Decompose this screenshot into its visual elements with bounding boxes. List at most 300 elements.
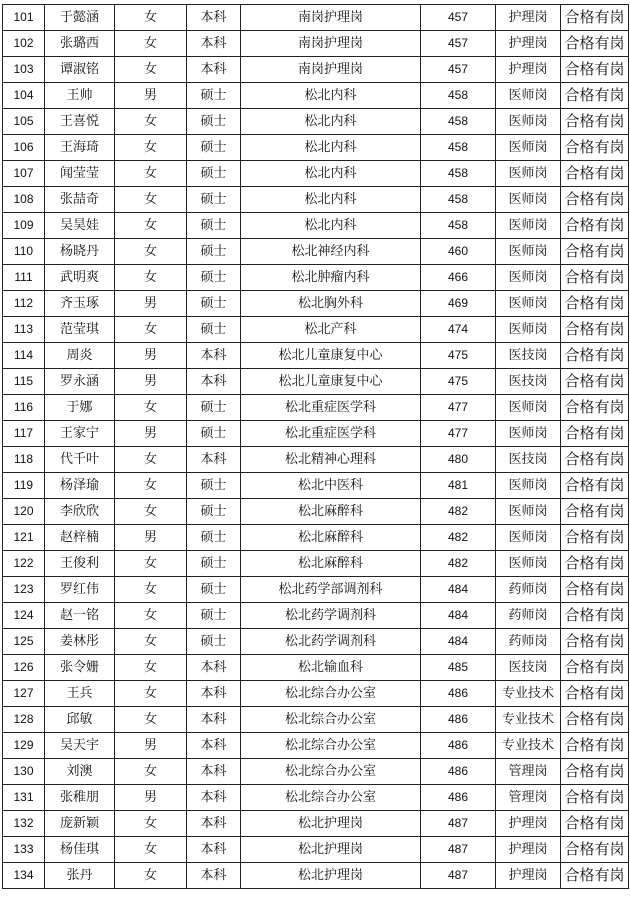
post-type-cell: 专业技术 [496, 733, 561, 759]
table-row [3, 785, 629, 811]
education-cell: 硕士 [187, 421, 241, 447]
serial-number-cell: 101 [3, 5, 45, 31]
name-cell: 赵一铭 [45, 603, 115, 629]
score-cell: 486 [421, 707, 496, 733]
gender-cell: 女 [115, 629, 187, 655]
department-cell: 松北麻醉科 [241, 551, 421, 577]
table-row [3, 187, 629, 213]
result-status-cell: 合格有岗 [561, 83, 629, 109]
table-row [3, 603, 629, 629]
gender-cell: 女 [115, 109, 187, 135]
table-row [3, 759, 629, 785]
serial-number-cell: 130 [3, 759, 45, 785]
gender-cell: 男 [115, 525, 187, 551]
department-cell: 松北内科 [241, 83, 421, 109]
table-row [3, 707, 629, 733]
gender-cell: 男 [115, 291, 187, 317]
education-cell: 硕士 [187, 109, 241, 135]
education-cell: 本科 [187, 655, 241, 681]
score-cell: 475 [421, 369, 496, 395]
department-cell: 松北综合办公室 [241, 733, 421, 759]
table-body [3, 5, 629, 889]
gender-cell: 男 [115, 83, 187, 109]
score-cell: 457 [421, 31, 496, 57]
gender-cell: 女 [115, 161, 187, 187]
education-cell: 本科 [187, 733, 241, 759]
department-cell: 松北重症医学科 [241, 395, 421, 421]
gender-cell: 女 [115, 681, 187, 707]
serial-number-cell: 113 [3, 317, 45, 343]
education-cell: 硕士 [187, 83, 241, 109]
department-cell: 松北儿童康复中心 [241, 369, 421, 395]
serial-number-cell: 133 [3, 837, 45, 863]
result-status-cell: 合格有岗 [561, 239, 629, 265]
gender-cell: 女 [115, 759, 187, 785]
serial-number-cell: 120 [3, 499, 45, 525]
department-cell: 南岗护理岗 [241, 57, 421, 83]
post-type-cell: 医师岗 [496, 499, 561, 525]
table-row [3, 811, 629, 837]
gender-cell: 女 [115, 499, 187, 525]
score-cell: 487 [421, 863, 496, 889]
result-status-cell: 合格有岗 [561, 759, 629, 785]
education-cell: 硕士 [187, 603, 241, 629]
education-cell: 本科 [187, 369, 241, 395]
education-cell: 硕士 [187, 213, 241, 239]
department-cell: 松北药学部调剂科 [241, 577, 421, 603]
name-cell: 杨晓丹 [45, 239, 115, 265]
post-type-cell: 医师岗 [496, 135, 561, 161]
score-cell: 458 [421, 135, 496, 161]
name-cell: 武明爽 [45, 265, 115, 291]
department-cell: 松北输血科 [241, 655, 421, 681]
education-cell: 硕士 [187, 525, 241, 551]
post-type-cell: 医师岗 [496, 395, 561, 421]
result-status-cell: 合格有岗 [561, 57, 629, 83]
serial-number-cell: 134 [3, 863, 45, 889]
post-type-cell: 护理岗 [496, 57, 561, 83]
serial-number-cell: 124 [3, 603, 45, 629]
education-cell: 硕士 [187, 135, 241, 161]
name-cell: 张喆奇 [45, 187, 115, 213]
result-status-cell: 合格有岗 [561, 447, 629, 473]
serial-number-cell: 129 [3, 733, 45, 759]
name-cell: 张令姗 [45, 655, 115, 681]
score-cell: 484 [421, 629, 496, 655]
score-cell: 486 [421, 759, 496, 785]
gender-cell: 女 [115, 473, 187, 499]
education-cell: 硕士 [187, 239, 241, 265]
table-row [3, 83, 629, 109]
post-type-cell: 管理岗 [496, 759, 561, 785]
department-cell: 松北药学调剂科 [241, 629, 421, 655]
post-type-cell: 医技岗 [496, 369, 561, 395]
post-type-cell: 医师岗 [496, 473, 561, 499]
score-cell: 486 [421, 681, 496, 707]
table-row [3, 473, 629, 499]
education-cell: 本科 [187, 343, 241, 369]
name-cell: 李欣欣 [45, 499, 115, 525]
score-cell: 458 [421, 161, 496, 187]
education-cell: 硕士 [187, 265, 241, 291]
post-type-cell: 管理岗 [496, 785, 561, 811]
result-status-cell: 合格有岗 [561, 811, 629, 837]
gender-cell: 男 [115, 421, 187, 447]
education-cell: 本科 [187, 57, 241, 83]
department-cell: 松北中医科 [241, 473, 421, 499]
department-cell: 南岗护理岗 [241, 5, 421, 31]
score-cell: 477 [421, 395, 496, 421]
result-status-cell: 合格有岗 [561, 577, 629, 603]
result-status-cell: 合格有岗 [561, 369, 629, 395]
department-cell: 松北内科 [241, 213, 421, 239]
post-type-cell: 护理岗 [496, 863, 561, 889]
department-cell: 松北神经内科 [241, 239, 421, 265]
serial-number-cell: 121 [3, 525, 45, 551]
name-cell: 张璐西 [45, 31, 115, 57]
gender-cell: 女 [115, 187, 187, 213]
department-cell: 松北综合办公室 [241, 681, 421, 707]
education-cell: 硕士 [187, 499, 241, 525]
serial-number-cell: 119 [3, 473, 45, 499]
gender-cell: 女 [115, 837, 187, 863]
post-type-cell: 护理岗 [496, 31, 561, 57]
serial-number-cell: 131 [3, 785, 45, 811]
serial-number-cell: 128 [3, 707, 45, 733]
gender-cell: 男 [115, 733, 187, 759]
result-status-cell: 合格有岗 [561, 707, 629, 733]
name-cell: 王帅 [45, 83, 115, 109]
score-cell: 457 [421, 57, 496, 83]
table-row [3, 57, 629, 83]
result-status-cell: 合格有岗 [561, 681, 629, 707]
result-status-cell: 合格有岗 [561, 499, 629, 525]
name-cell: 范莹琪 [45, 317, 115, 343]
education-cell: 硕士 [187, 551, 241, 577]
name-cell: 齐玉琢 [45, 291, 115, 317]
result-status-cell: 合格有岗 [561, 473, 629, 499]
serial-number-cell: 132 [3, 811, 45, 837]
education-cell: 硕士 [187, 187, 241, 213]
score-cell: 487 [421, 837, 496, 863]
name-cell: 杨佳琪 [45, 837, 115, 863]
result-status-cell: 合格有岗 [561, 31, 629, 57]
table-row [3, 499, 629, 525]
serial-number-cell: 110 [3, 239, 45, 265]
name-cell: 邱敏 [45, 707, 115, 733]
serial-number-cell: 117 [3, 421, 45, 447]
education-cell: 本科 [187, 785, 241, 811]
result-status-cell: 合格有岗 [561, 785, 629, 811]
table-row [3, 291, 629, 317]
table-row [3, 447, 629, 473]
table-row [3, 629, 629, 655]
table-row [3, 135, 629, 161]
name-cell: 谭淑铭 [45, 57, 115, 83]
gender-cell: 女 [115, 135, 187, 161]
name-cell: 张丹 [45, 863, 115, 889]
serial-number-cell: 109 [3, 213, 45, 239]
serial-number-cell: 106 [3, 135, 45, 161]
result-status-cell: 合格有岗 [561, 551, 629, 577]
result-status-cell: 合格有岗 [561, 317, 629, 343]
education-cell: 硕士 [187, 291, 241, 317]
name-cell: 王俊利 [45, 551, 115, 577]
gender-cell: 女 [115, 265, 187, 291]
department-cell: 松北麻醉科 [241, 499, 421, 525]
post-type-cell: 医技岗 [496, 655, 561, 681]
serial-number-cell: 108 [3, 187, 45, 213]
education-cell: 硕士 [187, 629, 241, 655]
table-row [3, 369, 629, 395]
department-cell: 松北儿童康复中心 [241, 343, 421, 369]
post-type-cell: 护理岗 [496, 811, 561, 837]
score-cell: 486 [421, 733, 496, 759]
name-cell: 赵梓楠 [45, 525, 115, 551]
table-row [3, 551, 629, 577]
score-cell: 458 [421, 213, 496, 239]
gender-cell: 女 [115, 447, 187, 473]
result-status-cell: 合格有岗 [561, 421, 629, 447]
score-cell: 484 [421, 577, 496, 603]
result-status-cell: 合格有岗 [561, 837, 629, 863]
table-row [3, 239, 629, 265]
serial-number-cell: 107 [3, 161, 45, 187]
gender-cell: 男 [115, 343, 187, 369]
result-status-cell: 合格有岗 [561, 733, 629, 759]
serial-number-cell: 118 [3, 447, 45, 473]
score-cell: 469 [421, 291, 496, 317]
table-row [3, 655, 629, 681]
post-type-cell: 医师岗 [496, 239, 561, 265]
department-cell: 松北麻醉科 [241, 525, 421, 551]
result-status-cell: 合格有岗 [561, 863, 629, 889]
table-row [3, 421, 629, 447]
post-type-cell: 专业技术 [496, 681, 561, 707]
name-cell: 周炎 [45, 343, 115, 369]
department-cell: 松北精神心理科 [241, 447, 421, 473]
name-cell: 张稚朋 [45, 785, 115, 811]
name-cell: 闻莹莹 [45, 161, 115, 187]
score-cell: 481 [421, 473, 496, 499]
result-status-cell: 合格有岗 [561, 343, 629, 369]
serial-number-cell: 114 [3, 343, 45, 369]
post-type-cell: 医师岗 [496, 551, 561, 577]
serial-number-cell: 102 [3, 31, 45, 57]
score-cell: 486 [421, 785, 496, 811]
education-cell: 本科 [187, 811, 241, 837]
serial-number-cell: 126 [3, 655, 45, 681]
gender-cell: 女 [115, 603, 187, 629]
serial-number-cell: 115 [3, 369, 45, 395]
department-cell: 松北内科 [241, 161, 421, 187]
serial-number-cell: 127 [3, 681, 45, 707]
serial-number-cell: 125 [3, 629, 45, 655]
result-status-cell: 合格有岗 [561, 265, 629, 291]
score-cell: 485 [421, 655, 496, 681]
gender-cell: 女 [115, 239, 187, 265]
table-row [3, 161, 629, 187]
gender-cell: 女 [115, 707, 187, 733]
table-row [3, 343, 629, 369]
education-cell: 本科 [187, 837, 241, 863]
education-cell: 本科 [187, 863, 241, 889]
result-status-cell: 合格有岗 [561, 213, 629, 239]
post-type-cell: 护理岗 [496, 837, 561, 863]
name-cell: 姜林彤 [45, 629, 115, 655]
education-cell: 本科 [187, 681, 241, 707]
education-cell: 硕士 [187, 317, 241, 343]
table-row [3, 863, 629, 889]
result-status-cell: 合格有岗 [561, 395, 629, 421]
name-cell: 吴昊娃 [45, 213, 115, 239]
table-row [3, 733, 629, 759]
name-cell: 于懿涵 [45, 5, 115, 31]
score-cell: 482 [421, 525, 496, 551]
name-cell: 王家宁 [45, 421, 115, 447]
score-cell: 466 [421, 265, 496, 291]
table-row [3, 109, 629, 135]
department-cell: 松北产科 [241, 317, 421, 343]
table-row [3, 395, 629, 421]
score-cell: 484 [421, 603, 496, 629]
education-cell: 本科 [187, 5, 241, 31]
department-cell: 松北重症医学科 [241, 421, 421, 447]
name-cell: 王海琦 [45, 135, 115, 161]
gender-cell: 女 [115, 5, 187, 31]
post-type-cell: 医技岗 [496, 447, 561, 473]
post-type-cell: 医师岗 [496, 109, 561, 135]
table-row [3, 31, 629, 57]
score-cell: 458 [421, 109, 496, 135]
result-status-cell: 合格有岗 [561, 291, 629, 317]
result-status-cell: 合格有岗 [561, 5, 629, 31]
score-cell: 475 [421, 343, 496, 369]
education-cell: 硕士 [187, 395, 241, 421]
department-cell: 松北综合办公室 [241, 785, 421, 811]
table-row [3, 577, 629, 603]
post-type-cell: 药师岗 [496, 629, 561, 655]
score-cell: 487 [421, 811, 496, 837]
department-cell: 松北内科 [241, 135, 421, 161]
department-cell: 松北综合办公室 [241, 707, 421, 733]
post-type-cell: 药师岗 [496, 577, 561, 603]
department-cell: 松北综合办公室 [241, 759, 421, 785]
post-type-cell: 医师岗 [496, 187, 561, 213]
post-type-cell: 医师岗 [496, 161, 561, 187]
gender-cell: 女 [115, 395, 187, 421]
score-cell: 460 [421, 239, 496, 265]
result-status-cell: 合格有岗 [561, 603, 629, 629]
gender-cell: 女 [115, 551, 187, 577]
gender-cell: 女 [115, 317, 187, 343]
name-cell: 杨泽瑜 [45, 473, 115, 499]
post-type-cell: 专业技术 [496, 707, 561, 733]
score-cell: 480 [421, 447, 496, 473]
name-cell: 代千叶 [45, 447, 115, 473]
post-type-cell: 医师岗 [496, 317, 561, 343]
serial-number-cell: 103 [3, 57, 45, 83]
serial-number-cell: 123 [3, 577, 45, 603]
score-cell: 457 [421, 5, 496, 31]
score-cell: 482 [421, 499, 496, 525]
score-cell: 474 [421, 317, 496, 343]
score-cell: 482 [421, 551, 496, 577]
serial-number-cell: 111 [3, 265, 45, 291]
gender-cell: 女 [115, 577, 187, 603]
education-cell: 本科 [187, 447, 241, 473]
department-cell: 松北药学调剂科 [241, 603, 421, 629]
department-cell: 松北肿瘤内科 [241, 265, 421, 291]
result-status-cell: 合格有岗 [561, 135, 629, 161]
gender-cell: 女 [115, 863, 187, 889]
name-cell: 王兵 [45, 681, 115, 707]
serial-number-cell: 104 [3, 83, 45, 109]
education-cell: 硕士 [187, 473, 241, 499]
education-cell: 本科 [187, 707, 241, 733]
department-cell: 松北护理岗 [241, 811, 421, 837]
post-type-cell: 药师岗 [496, 603, 561, 629]
gender-cell: 女 [115, 213, 187, 239]
post-type-cell: 医师岗 [496, 265, 561, 291]
table-row [3, 5, 629, 31]
results-table [2, 4, 629, 889]
post-type-cell: 医师岗 [496, 213, 561, 239]
serial-number-cell: 122 [3, 551, 45, 577]
gender-cell: 女 [115, 57, 187, 83]
department-cell: 松北护理岗 [241, 863, 421, 889]
post-type-cell: 医师岗 [496, 83, 561, 109]
gender-cell: 男 [115, 785, 187, 811]
serial-number-cell: 112 [3, 291, 45, 317]
post-type-cell: 医师岗 [496, 525, 561, 551]
table-row [3, 837, 629, 863]
table-row [3, 681, 629, 707]
post-type-cell: 护理岗 [496, 5, 561, 31]
result-status-cell: 合格有岗 [561, 525, 629, 551]
name-cell: 刘澳 [45, 759, 115, 785]
department-cell: 松北胸外科 [241, 291, 421, 317]
name-cell: 庞新颖 [45, 811, 115, 837]
department-cell: 松北内科 [241, 187, 421, 213]
gender-cell: 女 [115, 811, 187, 837]
post-type-cell: 医技岗 [496, 343, 561, 369]
department-cell: 松北护理岗 [241, 837, 421, 863]
table-row [3, 317, 629, 343]
score-cell: 458 [421, 187, 496, 213]
post-type-cell: 医师岗 [496, 291, 561, 317]
score-cell: 458 [421, 83, 496, 109]
result-status-cell: 合格有岗 [561, 629, 629, 655]
name-cell: 于娜 [45, 395, 115, 421]
post-type-cell: 医师岗 [496, 421, 561, 447]
name-cell: 罗永涵 [45, 369, 115, 395]
name-cell: 吴天宇 [45, 733, 115, 759]
department-cell: 松北内科 [241, 109, 421, 135]
result-status-cell: 合格有岗 [561, 109, 629, 135]
table-row [3, 525, 629, 551]
table-row [3, 213, 629, 239]
gender-cell: 女 [115, 31, 187, 57]
name-cell: 罗红伟 [45, 577, 115, 603]
education-cell: 本科 [187, 759, 241, 785]
gender-cell: 女 [115, 655, 187, 681]
education-cell: 硕士 [187, 577, 241, 603]
education-cell: 本科 [187, 31, 241, 57]
serial-number-cell: 116 [3, 395, 45, 421]
table-row [3, 265, 629, 291]
serial-number-cell: 105 [3, 109, 45, 135]
